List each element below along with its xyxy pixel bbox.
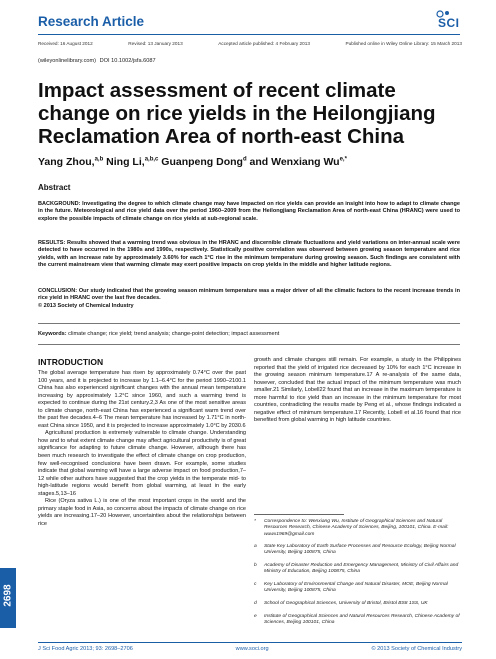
published-date: Published online in Wiley Online Library: 15 March 2013 [345, 41, 462, 46]
footnote-rule [254, 514, 344, 515]
keywords: Keywords: climate change; rice yield; trend analysis; change-point detection; impact assessment [38, 323, 460, 345]
intro-left-column [38, 370, 246, 528]
journal-citation: J Sci Food Agric 2013; 93: 2698–2706 [38, 646, 133, 652]
footnote-correspondence: * Correspondence to: Wenxiang Wu, Institute of Geographical Sciences and Natural Resources Research, Chinese Academy of Sciences, Beijing, 100101, China. E-mail: wuwx1969@gmail.com [254, 519, 449, 537]
accepted-date: Accepted article published: 4 February 2013 [218, 41, 310, 46]
footnote-affiliation: b Academy of Disaster Reduction and Emergency Management, Ministry of Civil Affairs and Ministry of Education, Beijing 100875, China [254, 563, 459, 575]
header-rule [38, 34, 460, 35]
footnote-affiliation: c Key Laboratory of Environmental Change and Natural Disaster, MOE, Beijing Normal University, Beijing 100875, China [254, 582, 448, 594]
abstract-background: BACKGROUND: Investigating the degree to which climate change may have impacted on rice yields can provide an insight into how to adapt to climate change in the future. Meteorological and rice yield data over the period 1960–2009 from the Heilongjiang Reclamation Area of north-east China (HRANC) were used to explore the possible impacts of climate change on rice yields at sub-regional scale. [38, 201, 460, 222]
author: Yang Zhou,$^{a,b}$ [38, 156, 104, 168]
site-link[interactable]: (wileyonlinelibrary.com) [38, 58, 97, 64]
page-number: 2698 [2, 584, 14, 607]
intro-paragraph: Agricultural production is extremely vulnerable to climate change. Understanding how and to what extent climate change may affect agricultural productivity is of great significance for adapting to future climate change. However, although there has been much research to investigate the effect of climate change on crop production, few well-recognised conclusions have been drawn. For example, some studies indicate that global warming will have a large adverse impact on food production,7–12 while other authors have suggested that the crop yields in the temperate mid- to high-latitude regions would benefit from global warming, at least in the early stages.5,13–16 [38, 430, 246, 497]
intro-paragraph: The global average temperature has risen by approximately 0.74°C over the past 100 years, and it is projected to increase by 1.1–6.4°C for the period 1990–2100.1 China has also experienced significant changes with the annual mean temperature increasing by approximately 1.2°C since 1960, and such a warming trend is expected to continue during the 21st century.2,3 As one of the most sensitive areas to climate change, north-east China has experienced a significant warm trend over the past five decades.4–6 The mean temperature has increased by 1.71°C in north-east China since 1950, and it is projected to increase approximately 1.0°C by 2030.6 [38, 370, 246, 429]
article-dates [38, 41, 462, 46]
section-label: Research Article [38, 14, 145, 29]
author-list [38, 156, 347, 168]
footnote-affiliation: e Institute of Geographical Sciences and Natural Resources Research, Chinese Academy of Sciences, Beijing 100101, China [254, 614, 460, 626]
publisher-logo-text: SCI [438, 16, 460, 30]
abstract-copyright: © 2013 Society of Chemical Industry [38, 302, 134, 309]
footer-site-link[interactable]: www.soci.org [235, 646, 269, 652]
doi-line [38, 58, 158, 64]
footnote-affiliation: a State Key Laboratory of Earth Surface Processes and Resource Ecology, Beijing Normal University, Beijing 100875, China [254, 544, 456, 556]
author: Ning Li,$^{a,b,c}$ [103, 156, 159, 168]
footer-copyright: © 2013 Society of Chemical Industry [371, 646, 462, 652]
abstract-conclusion: CONCLUSION: Our study indicated that the growing season minimum temperature was a major driver of all the climatic factors to the recent increase trends in rice yield in HRANC over the last five decades. © 2013 Society of Chemical Industry [38, 288, 460, 309]
abstract-results: RESULTS: Results showed that a warming trend was obvious in the HRANC and discernible climate fluctuations and yield variations on inter-annual scale were detected to have occurred in the 1980s and 1990s, respectively. Statistically positive correlation was observed between growing season temperature and rice yields, with an increase rate by approximately 3.60% for each 1°C rise in the minimum temperature during growing season. Such findings are consistent with the current mainstream view that warming climate may exert positive impacts on crop yields in the middle and higher latitude regions. [38, 240, 460, 268]
author: Guanpeng Dong$^d$ [158, 156, 247, 168]
intro-paragraph: Rice (Oryza sativa L.) is one of the most important crops in the world and the primary staple food in Asia, so concerns about the impacts of climate change on rice yields are increasing.17–20 However, uncertainties about the relationships between rice [38, 498, 246, 527]
received-date: Received: 16 August 2012 [38, 41, 93, 46]
introduction-heading: INTRODUCTION [38, 357, 104, 367]
author: and Wenxiang $Wu^{e,*}$ [246, 156, 347, 168]
page-footer [38, 642, 462, 652]
doi-link[interactable]: DOI 10.1002/jsfa.6087 [99, 58, 156, 64]
intro-paragraph: growth and climate changes still remain. For example, a study in the Philippines reported that the yield of irrigated rice decreased by 10% for each 1°C increase in the growing season minimum temperature.17 A re-analysis of the same data, however, concluded that the actual impact of the minimum temperature was much smaller.21 Similarly, Lobell22 found that an increase in the maximum temperature is more harmful to rice yield than an increase in the minimum temperature for most countries, contradicting the results made by Peng et al., whose findings indicated a negative effect of minimum temperature.17 Recently, Lobell et al.16 found that rice benefited from global warming in high latitude countries. [254, 357, 461, 424]
abstract-heading: Abstract [38, 183, 71, 192]
revised-date: Revised: 13 January 2013 [128, 41, 183, 46]
footnote-affiliation: d School of Geographical Sciences, University of Bristol, Bristol BS8 1SS, UK [254, 601, 428, 606]
article-title: Impact assessment of recent climate change on rice yields in the Heilongjiang Reclamation Area of north-east China [38, 79, 436, 148]
intro-right-column [254, 357, 461, 425]
